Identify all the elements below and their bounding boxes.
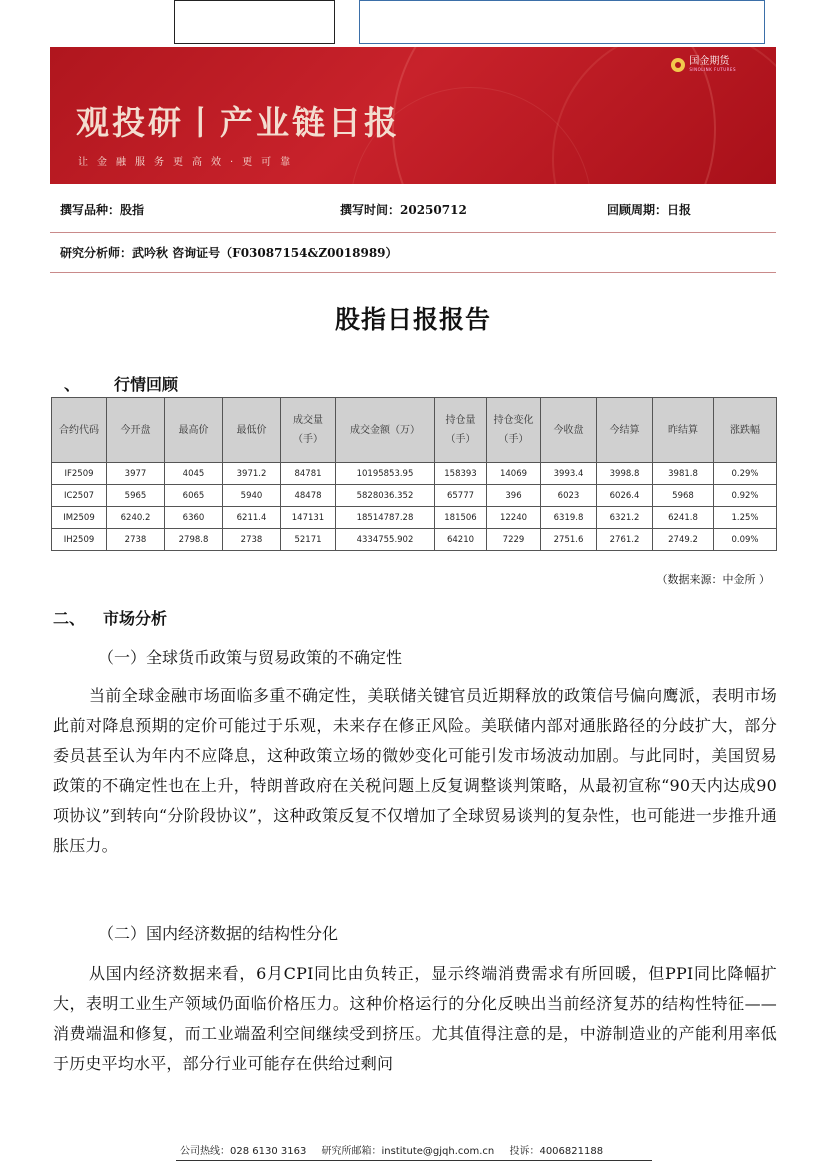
table-cell: 0.09% xyxy=(714,529,777,551)
table-cell: 10195853.95 xyxy=(336,463,435,485)
table-cell: 2798.8 xyxy=(165,529,223,551)
quotes-table xyxy=(51,397,777,551)
table-cell: 65777 xyxy=(435,485,487,507)
table-cell: 6240.2 xyxy=(107,507,165,529)
column-header: 昨结算 xyxy=(653,398,714,463)
table-cell: 6241.8 xyxy=(653,507,714,529)
table-cell: 3971.2 xyxy=(223,463,281,485)
table-cell: 6065 xyxy=(165,485,223,507)
table-cell: 396 xyxy=(487,485,541,507)
column-header: 今收盘 xyxy=(541,398,597,463)
column-header: 持仓变化（手） xyxy=(487,398,541,463)
table-cell: 181506 xyxy=(435,507,487,529)
meta-divider-2 xyxy=(50,272,776,273)
column-header: 涨跌幅 xyxy=(714,398,777,463)
table-cell: 2761.2 xyxy=(597,529,653,551)
paragraph: 当前全球金融市场面临多重不确定性，美联储关键官员近期释放的政策信号偏向鹰派，表明市场此前对降息预期的定价可能过于乐观，未来存在修正风险。美联储内部对通胀路径的分歧扩大，部分委员甚至认为年内不应降息，这种政策立场的微妙变化可能引发市场波动加剧。与此同时，美国贸易政策的不确定性也在上升，特朗普政府在关税问题上反复调整谈判策略，从最初宣称“90天内达成90项协议”到转向“分阶段协议”，这种政策反复不仅增加了全球贸易谈判的复杂性，也可能进一步推升通胀压力。 xyxy=(53,686,777,855)
table-cell: 6026.4 xyxy=(597,485,653,507)
table-cell: 6321.2 xyxy=(597,507,653,529)
table-cell: 12240 xyxy=(487,507,541,529)
table-cell: 7229 xyxy=(487,529,541,551)
table-cell: 4045 xyxy=(165,463,223,485)
column-header: 最高价 xyxy=(165,398,223,463)
meta-divider xyxy=(50,232,776,233)
table-cell: 1.25% xyxy=(714,507,777,529)
banner-slogan: 让金融服务更高效·更可靠 xyxy=(78,157,300,168)
table-cell: 64210 xyxy=(435,529,487,551)
meta-analyst: 研究分析师：武吟秋 咨询证号（F03087154&Z0018989） xyxy=(60,246,398,260)
table-cell: 3998.8 xyxy=(597,463,653,485)
section-heading-analysis xyxy=(53,606,167,629)
table-cell: 5965 xyxy=(107,485,165,507)
table-row xyxy=(52,463,777,485)
section-heading-review xyxy=(64,372,178,395)
table-cell: 14069 xyxy=(487,463,541,485)
table-cell: 6023 xyxy=(541,485,597,507)
column-header: 最低价 xyxy=(223,398,281,463)
column-header: 成交金额（万） xyxy=(336,398,435,463)
report-banner xyxy=(50,47,776,184)
page-footer xyxy=(180,1142,615,1157)
table-cell: 2738 xyxy=(223,529,281,551)
table-row xyxy=(52,507,777,529)
footer-complaint: 投诉：4006821188 xyxy=(509,1146,604,1157)
subsection-heading: （一）全球货币政策与贸易政策的不确定性 xyxy=(98,648,403,667)
column-header: 成交量（手） xyxy=(281,398,336,463)
table-cell: 147131 xyxy=(281,507,336,529)
meta-period: 回顾周期：日报 xyxy=(607,203,692,217)
table-cell: 3993.4 xyxy=(541,463,597,485)
column-header: 合约代码 xyxy=(52,398,107,463)
table-cell: 84781 xyxy=(281,463,336,485)
subsection-heading: （二）国内经济数据的结构性分化 xyxy=(98,924,339,943)
column-header: 持仓量（手） xyxy=(435,398,487,463)
table-cell: 48478 xyxy=(281,485,336,507)
table-cell: 6211.4 xyxy=(223,507,281,529)
header-box-right xyxy=(359,0,765,44)
section-number: 、 xyxy=(64,375,81,394)
column-header: 今开盘 xyxy=(107,398,165,463)
table-cell: 158393 xyxy=(435,463,487,485)
table-cell: 4334755.902 xyxy=(336,529,435,551)
table-row xyxy=(52,529,777,551)
table-cell: 5828036.352 xyxy=(336,485,435,507)
meta-variety: 撰写品种：股指 xyxy=(60,203,145,217)
table-cell: 5940 xyxy=(223,485,281,507)
table-cell: 6360 xyxy=(165,507,223,529)
section-title: 市场分析 xyxy=(103,609,168,628)
column-header: 今结算 xyxy=(597,398,653,463)
table-cell: 3981.8 xyxy=(653,463,714,485)
table-cell: IF2509 xyxy=(52,463,107,485)
table-cell: 0.29% xyxy=(714,463,777,485)
section-title: 行情回顾 xyxy=(114,375,179,394)
logo-text: 国金期货 xyxy=(689,56,730,67)
table-header-row xyxy=(52,398,777,463)
logo-subtext: SINOLINK FUTURES xyxy=(689,67,736,72)
footer-hotline: 公司热线：028 6130 3163 xyxy=(180,1146,307,1157)
table-cell: 3977 xyxy=(107,463,165,485)
table-cell: IM2509 xyxy=(52,507,107,529)
data-source-note: （数据来源：中金所 ） xyxy=(656,573,770,586)
table-cell: 2738 xyxy=(107,529,165,551)
table-cell: IC2507 xyxy=(52,485,107,507)
banner-title: 观投研丨产业链日报 xyxy=(76,103,400,142)
table-row xyxy=(52,485,777,507)
table-cell: 2751.6 xyxy=(541,529,597,551)
table-cell: 0.92% xyxy=(714,485,777,507)
table-cell: 2749.2 xyxy=(653,529,714,551)
table-cell: 5968 xyxy=(653,485,714,507)
table-cell: 52171 xyxy=(281,529,336,551)
section-number: 二、 xyxy=(53,609,86,628)
company-logo xyxy=(671,57,736,72)
report-title: 股指日报报告 xyxy=(334,305,491,334)
meta-date: 撰写时间：20250712 xyxy=(340,203,467,217)
table-cell: 6319.8 xyxy=(541,507,597,529)
logo-mark-icon xyxy=(671,58,685,72)
table-cell: 18514787.28 xyxy=(336,507,435,529)
table-cell: IH2509 xyxy=(52,529,107,551)
footer-divider xyxy=(176,1160,652,1161)
header-box-left xyxy=(174,0,335,44)
footer-email: 研究所邮箱：institute@gjqh.com.cn xyxy=(321,1146,495,1157)
paragraph: 从国内经济数据来看，6月CPI同比由负转正，显示终端消费需求有所回暖，但PPI同比降幅扩大，表明工业生产领域仍面临价格压力。这种价格运行的分化反映出当前经济复苏的结构性特征——消费端温和修复，而工业端盈利空间继续受到挤压。尤其值得注意的是，中游制造业的产能利用率低于历史平均水平，部分行业可能存在供给过剩问 xyxy=(53,964,777,1073)
